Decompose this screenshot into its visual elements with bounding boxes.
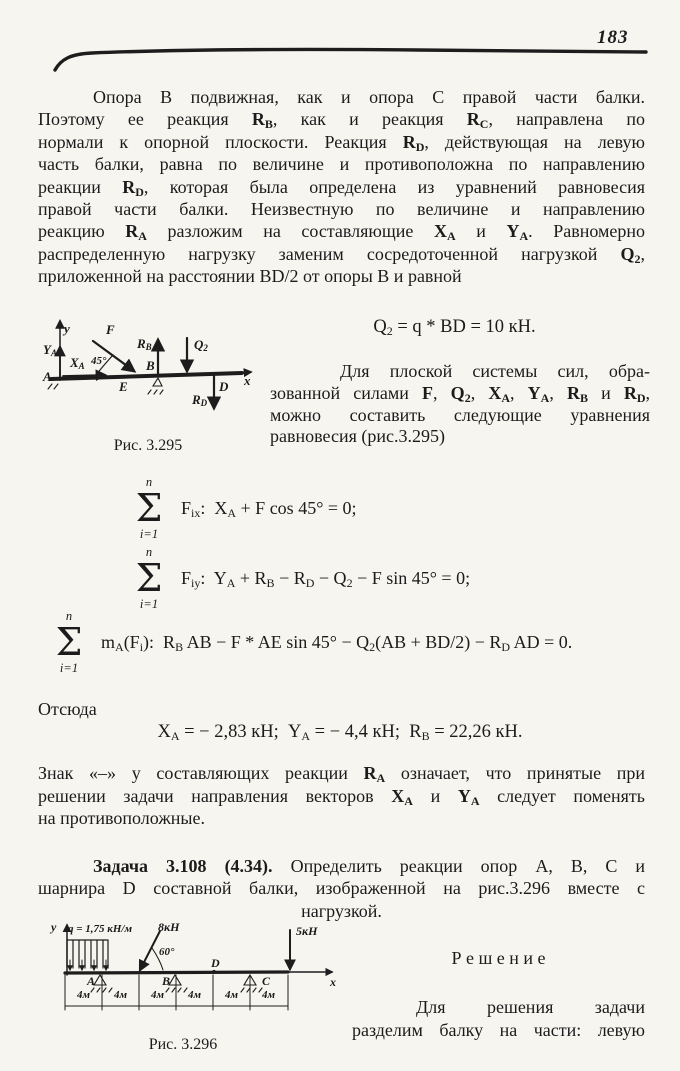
label-b: B [146, 358, 155, 373]
text-line: Знак «–» у составляющих реакции $R_A$ означает, что принятые при [38, 763, 645, 785]
page-number: 183 [597, 27, 629, 48]
label-ya: $Y_A$ [43, 342, 57, 358]
label-y-axis: y [64, 321, 70, 336]
text-line: приложенной на расстоянии BD/2 от опоры В и равной [38, 266, 462, 287]
summation-symbol [129, 476, 169, 541]
label-y-axis: y [51, 920, 57, 934]
figure-3-296 [40, 918, 342, 1030]
figure-3-295-caption: Рис. 3.295 [113, 437, 183, 454]
sum-upper-limit: n [145, 545, 153, 559]
equation-sum-fy [129, 546, 470, 611]
text-line: решении задачи направления векторов $X_A$ и $Y_A$ следует поменять [38, 785, 645, 808]
label-a: A [43, 369, 52, 384]
label-x-axis: x [330, 975, 336, 989]
text-line: правой части балки. Неизвестную по величине и направлению [38, 199, 645, 220]
equation-sum-moments [49, 610, 572, 675]
figure-3-296-caption: Рис. 3.296 [148, 1036, 218, 1053]
text-line: Поэтому ее реакция $R_B$, как и реакция $R_C$, направлена по [38, 109, 645, 132]
text-line: Для плоской системы сил, обра- [340, 361, 650, 381]
text-line: Опора В подвижная, как и опора С правой части балки. [93, 87, 645, 107]
summation-symbol [129, 546, 169, 611]
dimension-label: 4м [187, 989, 202, 1001]
dimension-label: 4м [261, 989, 276, 1001]
text-line: нагрузкой. [301, 900, 382, 921]
text-line: часть балки, равна по величине и противоположна по направлению [38, 154, 645, 175]
equation-body: $F_{ix}$: $X_A + F$ cos 45° = 0; [181, 498, 357, 520]
support-a [48, 384, 58, 389]
text-line: реакции $R_D$, которая была определена из уравнений равновесия [38, 176, 646, 199]
sum-upper-limit: n [65, 609, 73, 623]
force-8kn-arrow [140, 931, 160, 970]
label-load-q: q = 1,75 кН/м [68, 923, 132, 935]
text-line: можно составить следующие уравнения [270, 404, 650, 425]
equation-body: $m_A(F_i)$: $R_B$ AB − F * AE $\sin 45^\circ - Q_2(AB + BD/2) - R_D$ AD = 0. [101, 632, 573, 654]
label-force-5kn: 5кН [296, 924, 318, 938]
paragraph-sign-note [38, 762, 645, 830]
text-line: распределенную нагрузку заменим сосредоточенной нагрузкой $Q_2$, [38, 243, 645, 266]
label-rd: $R_D$ [192, 392, 208, 408]
label-d: D [211, 956, 220, 970]
label-force-8kn: 8кН [158, 920, 180, 934]
solution-heading: Р е ш е н и е [451, 948, 546, 968]
dimension-label: 4м [224, 989, 239, 1001]
paragraph-intro [38, 86, 645, 288]
label-x-axis: x [244, 373, 251, 388]
sigma-glyph: Σ [135, 486, 163, 530]
text-line: Задача 3.108 (4.34). Определить реакции опор А, В, С и [93, 856, 645, 876]
text-line: реакцию $R_A$ разложим на составляющие $X_A$ и $Y_A$. Равномерно [38, 221, 645, 244]
dimension-label: 4м [150, 989, 165, 1001]
rule-line [55, 49, 646, 70]
equation-body: $F_{iy}$: $Y_A + R_B - R_D - Q_2 - F$ sin 45° = 0; [181, 568, 471, 590]
sigma-glyph: Σ [55, 620, 83, 664]
text-line: разделим балку на части: левую [352, 1019, 645, 1040]
text-line: Для решения задачи [416, 997, 645, 1017]
equation-q2: $Q_2 = q$ * BD = 10 кН. [373, 317, 536, 338]
label-angle-45: 45° [91, 355, 107, 367]
label-b: B [162, 974, 171, 988]
paragraph-task [38, 855, 645, 922]
paragraph-solution [352, 996, 645, 1041]
paragraph-system [270, 361, 650, 448]
label-c: C [262, 974, 271, 988]
beam-line [65, 972, 288, 973]
figure-3-295 [42, 314, 254, 424]
hence-label: Отсюда [38, 699, 97, 719]
sum-lower-limit: i=1 [139, 527, 159, 541]
text-line: на противоположные. [38, 808, 205, 829]
label-xa: $X_A$ [70, 355, 85, 371]
support-b [148, 378, 163, 394]
distributed-load-comb [67, 940, 108, 968]
dimension-label: 4м [113, 989, 128, 1001]
sum-lower-limit: i=1 [59, 661, 79, 675]
sum-lower-limit: i=1 [139, 597, 159, 611]
label-e: E [119, 379, 128, 394]
sigma-glyph: Σ [135, 556, 163, 600]
text-line: шарнира D составной балки, изображенной на рис.3.296 вместе с [38, 878, 645, 899]
dimension-label: 4м [76, 989, 91, 1001]
label-d: D [219, 379, 229, 394]
text-line: равновесия (рис.3.295) [270, 426, 445, 447]
equation-sum-fx [129, 476, 357, 541]
xa-arrow [63, 375, 105, 376]
header-rule [28, 38, 650, 74]
text-line: зованной силами F, $Q_2$, $X_A$, $Y_A$, $R_B$ и $R_D$, [270, 382, 651, 405]
label-angle-60: 60° [159, 946, 175, 958]
label-a: A [87, 974, 96, 988]
sum-upper-limit: n [145, 475, 153, 489]
label-rb: $R_B$ [137, 336, 152, 352]
label-q2: $Q_2$ [194, 337, 208, 353]
text-line: нормали к опорной плоскости. Реакция $R_D$, действующая на левую [38, 131, 645, 154]
summation-symbol [49, 610, 89, 675]
results-line: $X_A$ = − 2,83 кН; $Y_A$ = − 4,4 кН; $R_B = 22,26$ кН. [157, 722, 523, 743]
label-f: F [106, 322, 115, 337]
